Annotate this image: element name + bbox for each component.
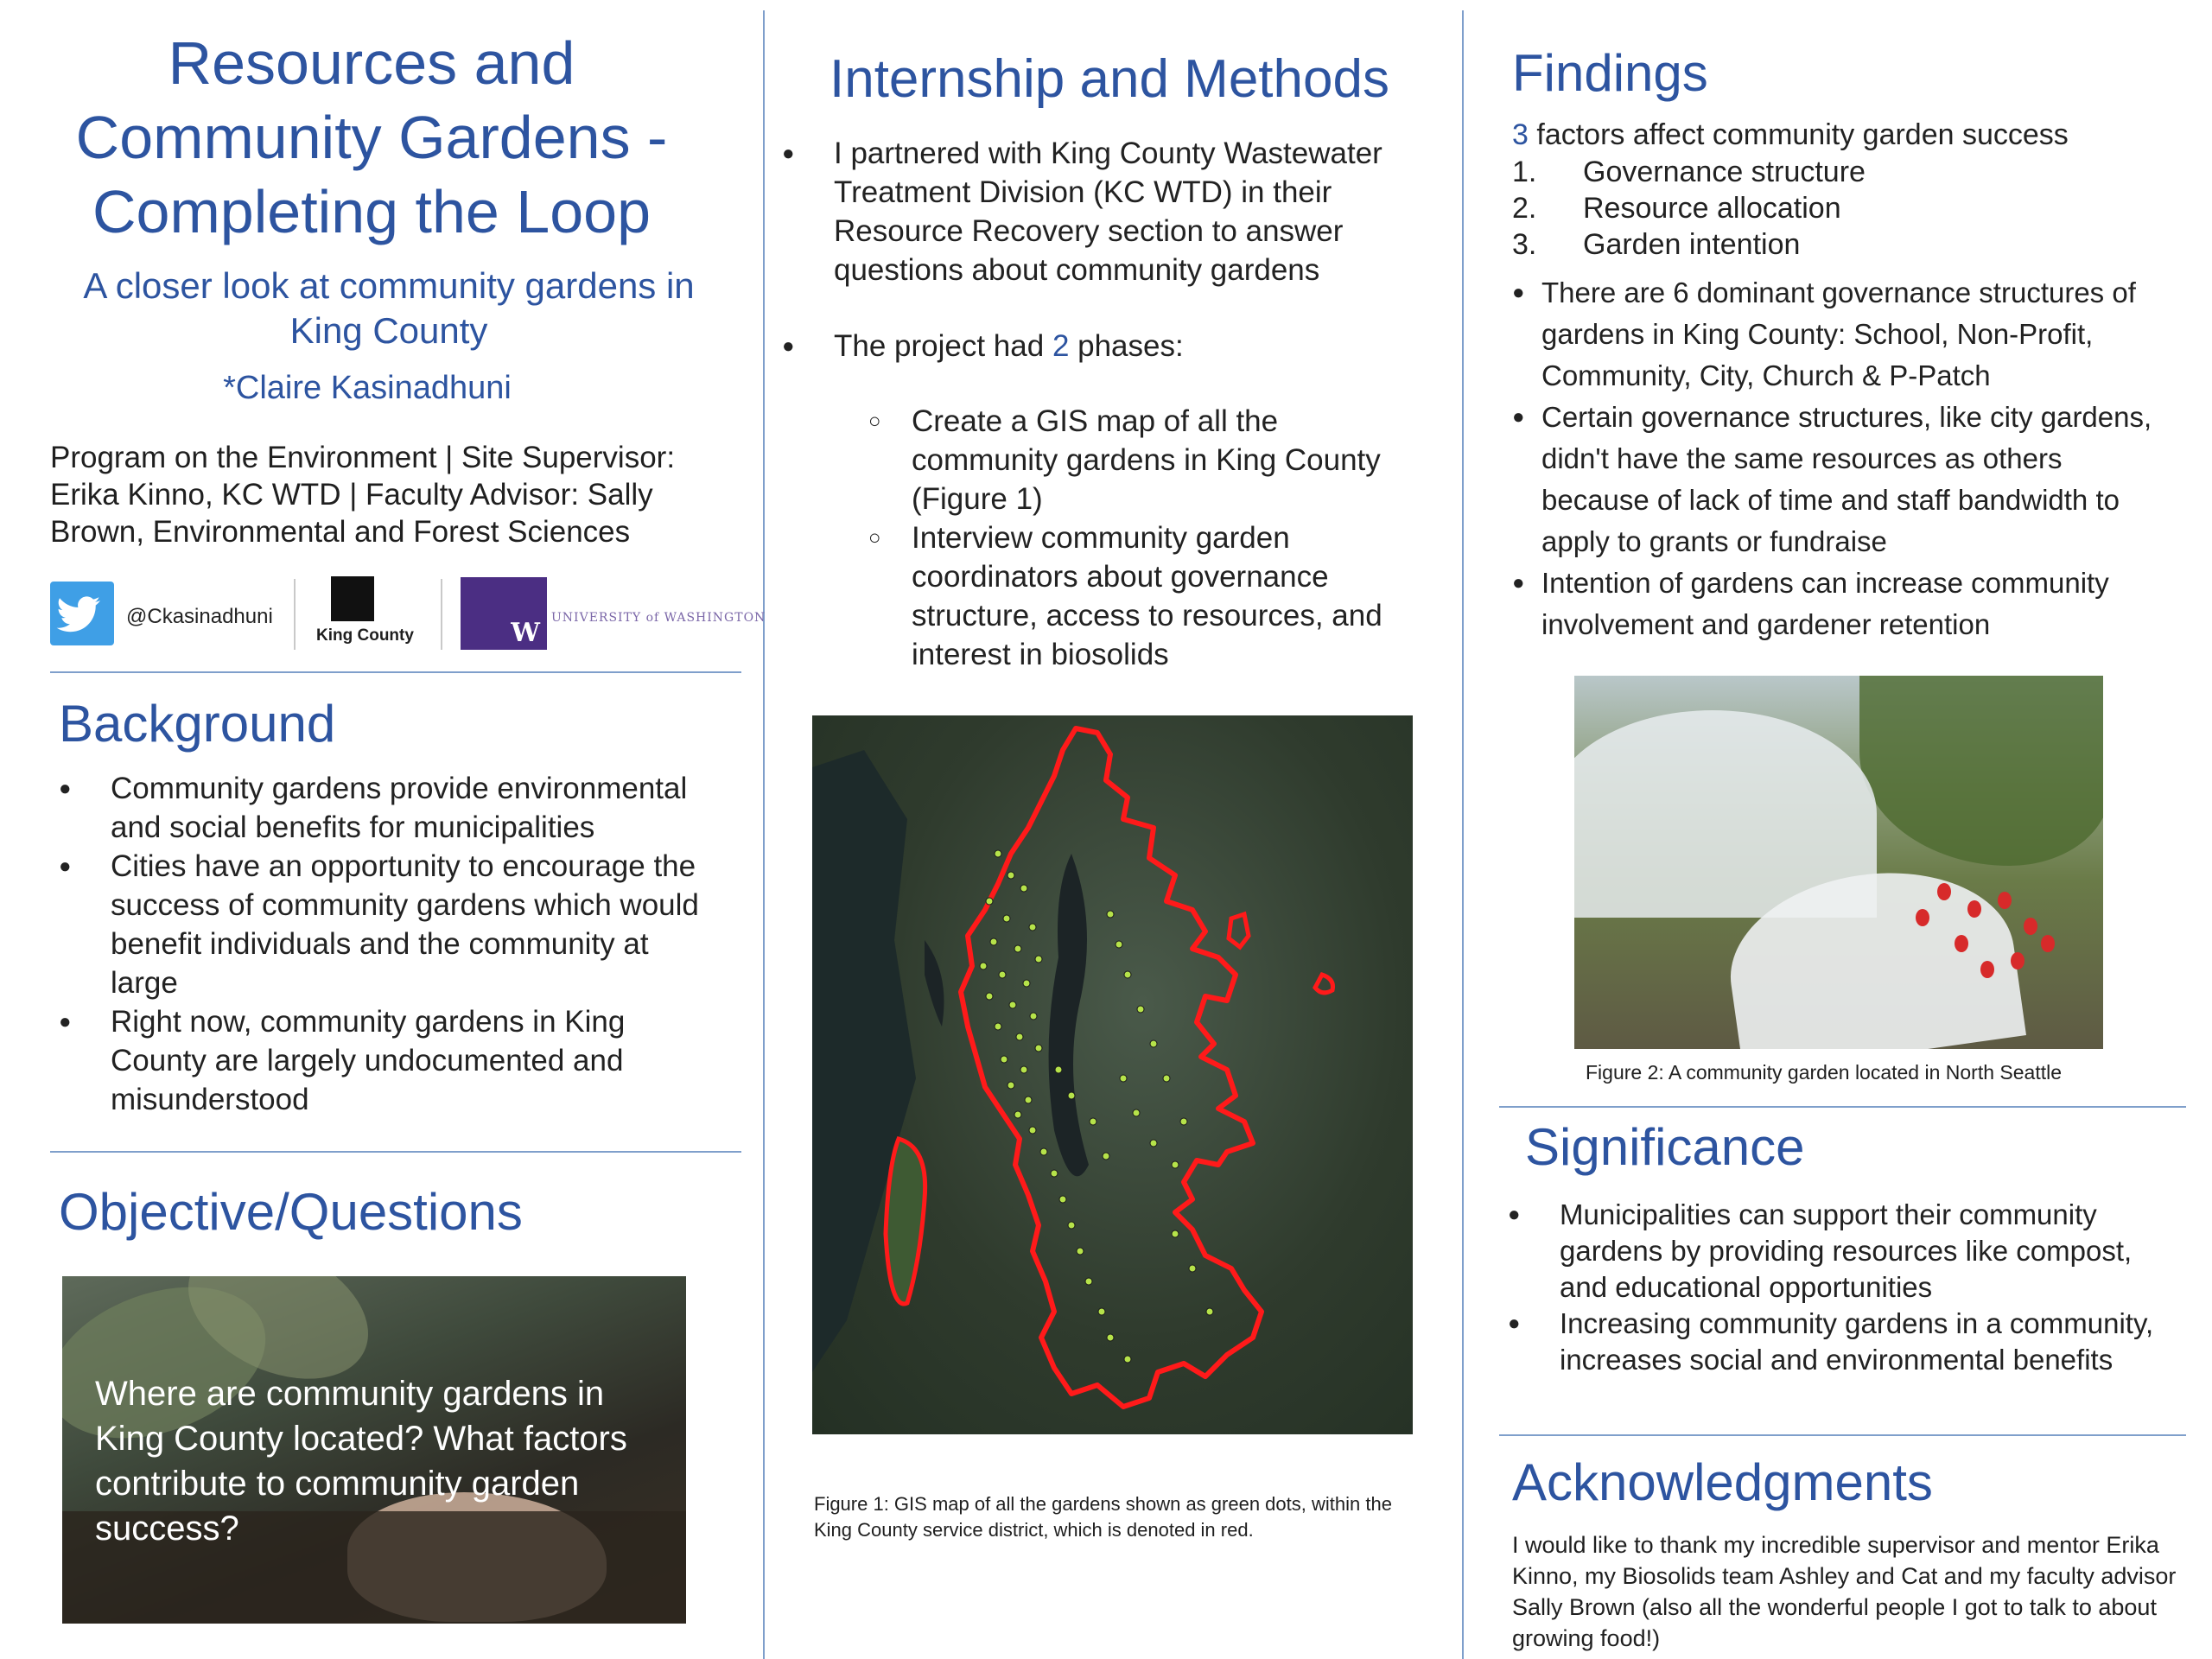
objective-question: Where are community gardens in King County located? What factors contribute to community garden success? <box>95 1375 627 1548</box>
figure2-caption: Figure 2: A community garden located in North Seattle <box>1586 1061 2063 1084</box>
objective-photo <box>62 1276 686 1624</box>
gis-map <box>812 715 1413 1434</box>
section-divider <box>1499 1106 2186 1108</box>
garden-photo <box>1574 676 2103 1049</box>
phase-item: ○ Create a GIS map of all the community gardens in King County (Figure 1) <box>782 402 1413 518</box>
poster-subtitle: A closer look at community gardens in King County <box>83 265 695 351</box>
gis-map-figure <box>812 715 1413 1434</box>
background-heading: Background <box>59 695 336 753</box>
lake-washington-water <box>1049 854 1089 1176</box>
twitter-icon <box>50 582 114 645</box>
methods-heading: Internship and Methods <box>830 49 1389 109</box>
king-county-service-district-boundary <box>961 728 1262 1407</box>
significance-list <box>1508 1197 2164 1378</box>
logo-separator <box>294 579 296 650</box>
garden-dots <box>980 850 1213 1363</box>
findings-intro: 3 factors affect community garden success <box>1512 118 2069 151</box>
mlk-portrait-icon <box>331 576 374 621</box>
factor-item: 2. Resource allocation <box>1512 192 1841 225</box>
district-fragment-boundary <box>1315 975 1333 993</box>
advisor-credits: Program on the Environment | Site Supervisor: Erika Kinno, KC WTD | Faculty Advisor: Sally Brown, Environmental and Forest Sciences <box>50 441 676 549</box>
findings-list <box>1512 272 2169 645</box>
king-county-logo-text: King County <box>316 626 414 645</box>
background-bullet: ● Community gardens provide environmental and social benefits for municipalities <box>59 769 724 847</box>
findings-heading: Findings <box>1512 44 1708 102</box>
background-bullet: ● Cities have an opportunity to encourage the success of community gardens which would benefit individuals and the community at large <box>59 847 724 1002</box>
findings-bullet: ● Certain governance structures, like city gardens, didn't have the same resources as others because of lack of time and staff bandwidth to apply to grants or fundraise <box>1512 397 2169 563</box>
methods-list <box>782 134 1413 674</box>
lake-union-water <box>925 940 944 1027</box>
logo-bar <box>50 575 766 652</box>
acknowledgments-text: I would like to thank my incredible supervisor and mentor Erika Kinno, my Biosolids team Ashley and Cat and my faculty advisor Sally Brown (also all the wonderful people I got to talk to about growing food!) <box>1512 1532 2177 1651</box>
factor-item: 3. Garden intention <box>1512 228 1801 261</box>
uw-w-letter: W <box>511 618 540 648</box>
figure1-caption: Figure 1: GIS map of all the gardens shown as green dots, within the King County service district, which is denoted in red. <box>814 1493 1392 1541</box>
column-divider-left <box>763 10 765 1659</box>
findings-factor-list <box>1512 154 2195 263</box>
column-divider-right <box>1462 10 1464 1659</box>
acknowledgments-heading: Acknowledgments <box>1512 1453 1933 1511</box>
findings-bullet: ● There are 6 dominant governance structures of gardens in King County: School, Non-Profit, Community, City, Church & P-Patch <box>1512 272 2169 397</box>
section-divider <box>50 1151 741 1153</box>
vashon-island-boundary <box>886 1139 925 1304</box>
background-list <box>59 769 724 1119</box>
poster-title: Resources and Community Gardens - Completing the Loop <box>75 29 668 245</box>
phase-item: ○ Interview community garden coordinators about governance structure, access to resources, and interest in biosolids <box>782 518 1413 674</box>
objective-heading: Objective/Questions <box>59 1183 523 1241</box>
uw-wordmark: UNIVERSITY of WASHINGTON <box>551 611 766 625</box>
methods-bullet: ● I partnered with King County Wastewater Treatment Division (KC WTD) in their Resource Recovery section to answer questions about community gardens <box>782 134 1413 289</box>
district-fragment-boundary <box>1229 914 1249 947</box>
logo-separator <box>441 579 442 650</box>
author-name: *Claire Kasinadhuni <box>223 370 512 406</box>
section-divider <box>50 671 741 673</box>
methods-bullet-phases: ● The project had 2 phases: <box>782 327 1413 365</box>
findings-bullet: ● Intention of gardens can increase community involvement and gardener retention <box>1512 563 2169 645</box>
significance-bullet: ● Increasing community gardens in a community, increases social and environmental benefits <box>1508 1306 2164 1378</box>
background-bullet: ● Right now, community gardens in King County are largely undocumented and misunderstood <box>59 1002 724 1119</box>
twitter-handle: @Ckasinadhuni <box>126 605 273 628</box>
significance-heading: Significance <box>1525 1118 1805 1176</box>
king-county-logo <box>309 576 414 651</box>
significance-bullet: ● Municipalities can support their community gardens by providing resources like compost, and educational opportunities <box>1508 1197 2164 1306</box>
section-divider <box>1499 1434 2186 1436</box>
program-on-environment-logo <box>461 577 547 650</box>
factor-item: 1. Governance structure <box>1512 156 1866 188</box>
